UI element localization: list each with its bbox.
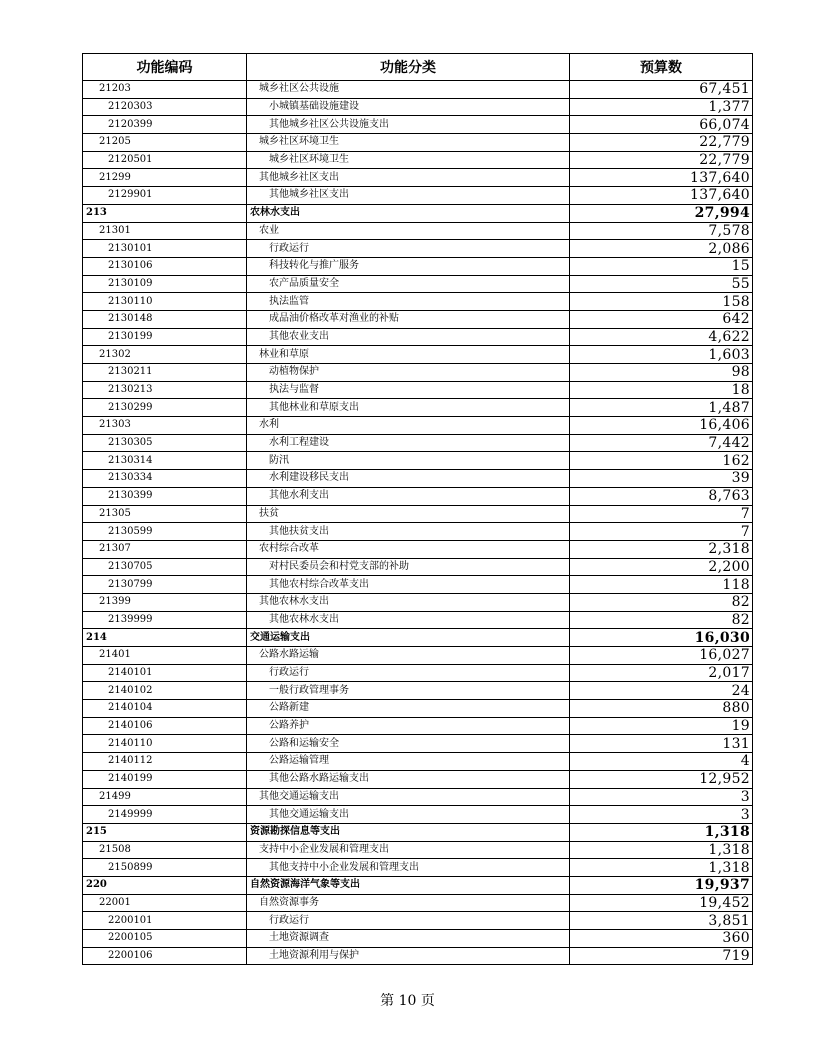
- page-number: 第 10 页: [380, 993, 435, 1009]
- function-code-cell: 2140106: [83, 717, 247, 735]
- table-row: [83, 540, 753, 558]
- table-row: [83, 912, 753, 930]
- budget-amount-cell: 82: [570, 593, 753, 611]
- function-category-cell: 其他农林水支出: [247, 593, 570, 611]
- table-row: [83, 753, 753, 771]
- function-category-cell: 自然资源海洋气象等支出: [247, 876, 570, 894]
- function-category-cell: 公路水路运输: [247, 647, 570, 665]
- function-category-cell: 农产品质量安全: [247, 275, 570, 293]
- function-category-cell: 林业和草原: [247, 346, 570, 364]
- table-header-row: [83, 54, 753, 81]
- function-category-cell: 水利工程建设: [247, 434, 570, 452]
- table-row: [83, 647, 753, 665]
- table-row: [83, 275, 753, 293]
- budget-amount-cell: 19: [570, 717, 753, 735]
- table-row: [83, 806, 753, 824]
- function-category-cell: 科技转化与推广服务: [247, 257, 570, 275]
- function-code-cell: 2130199: [83, 328, 247, 346]
- function-category-cell: 城乡社区环境卫生: [247, 134, 570, 152]
- budget-amount-cell: 18: [570, 381, 753, 399]
- function-category-cell: 土地资源利用与保护: [247, 947, 570, 965]
- table-row: [83, 611, 753, 629]
- header-function-category: 功能分类: [247, 54, 570, 81]
- table-row: [83, 788, 753, 806]
- header-budget-amount: 预算数: [570, 54, 753, 81]
- function-code-cell: 214: [83, 629, 247, 647]
- function-category-cell: 农林水支出: [247, 204, 570, 222]
- table-row: [83, 735, 753, 753]
- function-category-cell: 其他水利支出: [247, 487, 570, 505]
- function-category-cell: 其他支持中小企业发展和管理支出: [247, 859, 570, 877]
- budget-amount-cell: 137,640: [570, 187, 753, 205]
- table-row: [83, 930, 753, 948]
- budget-amount-cell: 1,318: [570, 859, 753, 877]
- table-row: [83, 81, 753, 99]
- function-code-cell: 2200106: [83, 947, 247, 965]
- function-category-cell: 行政运行: [247, 240, 570, 258]
- budget-amount-cell: 7: [570, 523, 753, 541]
- function-code-cell: 215: [83, 823, 247, 841]
- table-row: [83, 381, 753, 399]
- budget-amount-cell: 1,318: [570, 841, 753, 859]
- function-category-cell: 公路运输管理: [247, 753, 570, 771]
- function-category-cell: 水利: [247, 417, 570, 435]
- budget-amount-cell: 22,779: [570, 151, 753, 169]
- function-category-cell: 公路养护: [247, 717, 570, 735]
- budget-amount-cell: 39: [570, 470, 753, 488]
- function-category-cell: 其他扶贫支出: [247, 523, 570, 541]
- budget-amount-cell: 3: [570, 788, 753, 806]
- table-row: [83, 116, 753, 134]
- function-category-cell: 其他城乡社区支出: [247, 169, 570, 187]
- function-category-cell: 土地资源调查: [247, 930, 570, 948]
- function-code-cell: 2200105: [83, 930, 247, 948]
- function-code-cell: 21303: [83, 417, 247, 435]
- budget-amount-cell: 24: [570, 682, 753, 700]
- function-code-cell: 2130106: [83, 257, 247, 275]
- function-code-cell: 2120303: [83, 98, 247, 116]
- function-category-cell: 资源勘探信息等支出: [247, 823, 570, 841]
- function-code-cell: 2140110: [83, 735, 247, 753]
- function-code-cell: 2129901: [83, 187, 247, 205]
- budget-amount-cell: 82: [570, 611, 753, 629]
- function-category-cell: 其他林业和草原支出: [247, 399, 570, 417]
- function-code-cell: 2130213: [83, 381, 247, 399]
- budget-amount-cell: 22,779: [570, 134, 753, 152]
- function-code-cell: 2149999: [83, 806, 247, 824]
- budget-amount-cell: 4: [570, 753, 753, 771]
- function-category-cell: 其他农林水支出: [247, 611, 570, 629]
- budget-amount-cell: 15: [570, 257, 753, 275]
- table-row: [83, 664, 753, 682]
- budget-amount-cell: 16,406: [570, 417, 753, 435]
- function-code-cell: 21499: [83, 788, 247, 806]
- budget-amount-cell: 16,027: [570, 647, 753, 665]
- function-category-cell: 其他交通运输支出: [247, 806, 570, 824]
- function-category-cell: 对村民委员会和村党支部的补助: [247, 558, 570, 576]
- function-category-cell: 成品油价格改革对渔业的补贴: [247, 310, 570, 328]
- function-code-cell: 2140199: [83, 770, 247, 788]
- budget-amount-cell: 137,640: [570, 169, 753, 187]
- function-category-cell: 公路和运输安全: [247, 735, 570, 753]
- function-code-cell: 213: [83, 204, 247, 222]
- table-row: [83, 947, 753, 965]
- function-category-cell: 支持中小企业发展和管理支出: [247, 841, 570, 859]
- table-row: [83, 222, 753, 240]
- budget-amount-cell: 3,851: [570, 912, 753, 930]
- function-code-cell: 21302: [83, 346, 247, 364]
- function-code-cell: 2130314: [83, 452, 247, 470]
- function-category-cell: 行政运行: [247, 664, 570, 682]
- table-row: [83, 293, 753, 311]
- table-row: [83, 894, 753, 912]
- budget-amount-cell: 12,952: [570, 770, 753, 788]
- function-category-cell: 行政运行: [247, 912, 570, 930]
- budget-amount-cell: 642: [570, 310, 753, 328]
- function-code-cell: 2120501: [83, 151, 247, 169]
- budget-amount-cell: 19,937: [570, 876, 753, 894]
- function-category-cell: 防汛: [247, 452, 570, 470]
- budget-table: [82, 53, 753, 965]
- function-code-cell: 2200101: [83, 912, 247, 930]
- budget-amount-cell: 7,442: [570, 434, 753, 452]
- table-row: [83, 523, 753, 541]
- function-category-cell: 其他城乡社区支出: [247, 187, 570, 205]
- table-row: [83, 876, 753, 894]
- table-row: [83, 452, 753, 470]
- budget-amount-cell: 162: [570, 452, 753, 470]
- table-row: [83, 417, 753, 435]
- budget-amount-cell: 27,994: [570, 204, 753, 222]
- function-code-cell: 2120399: [83, 116, 247, 134]
- function-code-cell: 2130705: [83, 558, 247, 576]
- table-row: [83, 487, 753, 505]
- function-code-cell: 2130211: [83, 364, 247, 382]
- table-row: [83, 841, 753, 859]
- function-category-cell: 执法与监督: [247, 381, 570, 399]
- table-row: [83, 770, 753, 788]
- function-code-cell: 2140102: [83, 682, 247, 700]
- budget-amount-cell: 1,318: [570, 823, 753, 841]
- function-category-cell: 扶贫: [247, 505, 570, 523]
- budget-amount-cell: 1,377: [570, 98, 753, 116]
- function-code-cell: 2130305: [83, 434, 247, 452]
- budget-amount-cell: 360: [570, 930, 753, 948]
- function-category-cell: 动植物保护: [247, 364, 570, 382]
- table-row: [83, 717, 753, 735]
- function-code-cell: 2139999: [83, 611, 247, 629]
- table-row: [83, 204, 753, 222]
- function-code-cell: 21399: [83, 593, 247, 611]
- function-code-cell: 2130148: [83, 310, 247, 328]
- header-function-code: 功能编码: [83, 54, 247, 81]
- function-category-cell: 交通运输支出: [247, 629, 570, 647]
- function-category-cell: 其他城乡社区公共设施支出: [247, 116, 570, 134]
- function-category-cell: 城乡社区环境卫生: [247, 151, 570, 169]
- budget-amount-cell: 1,603: [570, 346, 753, 364]
- function-code-cell: 21401: [83, 647, 247, 665]
- table-row: [83, 823, 753, 841]
- budget-amount-cell: 8,763: [570, 487, 753, 505]
- budget-amount-cell: 98: [570, 364, 753, 382]
- function-code-cell: 21307: [83, 540, 247, 558]
- budget-amount-cell: 4,622: [570, 328, 753, 346]
- table-row: [83, 187, 753, 205]
- function-category-cell: 公路新建: [247, 700, 570, 718]
- table-row: [83, 558, 753, 576]
- budget-amount-cell: 880: [570, 700, 753, 718]
- table-row: [83, 257, 753, 275]
- budget-amount-cell: 66,074: [570, 116, 753, 134]
- table-row: [83, 98, 753, 116]
- function-category-cell: 小城镇基础设施建设: [247, 98, 570, 116]
- budget-amount-cell: 2,318: [570, 540, 753, 558]
- function-code-cell: 2150899: [83, 859, 247, 877]
- budget-amount-cell: 3: [570, 806, 753, 824]
- function-code-cell: 22001: [83, 894, 247, 912]
- function-category-cell: 农村综合改革: [247, 540, 570, 558]
- table-row: [83, 700, 753, 718]
- budget-amount-cell: 7,578: [570, 222, 753, 240]
- table-row: [83, 134, 753, 152]
- function-code-cell: 2140104: [83, 700, 247, 718]
- budget-amount-cell: 7: [570, 505, 753, 523]
- budget-amount-cell: 16,030: [570, 629, 753, 647]
- budget-amount-cell: 118: [570, 576, 753, 594]
- function-category-cell: 其他交通运输支出: [247, 788, 570, 806]
- table-row: [83, 505, 753, 523]
- table-row: [83, 576, 753, 594]
- table-row: [83, 328, 753, 346]
- table-row: [83, 859, 753, 877]
- function-category-cell: 其他农村综合改革支出: [247, 576, 570, 594]
- table-row: [83, 593, 753, 611]
- budget-amount-cell: 158: [570, 293, 753, 311]
- table-row: [83, 682, 753, 700]
- table-row: [83, 399, 753, 417]
- function-category-cell: 水利建设移民支出: [247, 470, 570, 488]
- function-code-cell: 2130299: [83, 399, 247, 417]
- function-code-cell: 2140101: [83, 664, 247, 682]
- function-category-cell: 执法监管: [247, 293, 570, 311]
- budget-amount-cell: 719: [570, 947, 753, 965]
- function-category-cell: 其他农业支出: [247, 328, 570, 346]
- table-row: [83, 629, 753, 647]
- budget-amount-cell: 2,086: [570, 240, 753, 258]
- table-row: [83, 364, 753, 382]
- function-code-cell: 21205: [83, 134, 247, 152]
- budget-amount-cell: 19,452: [570, 894, 753, 912]
- function-code-cell: 2130399: [83, 487, 247, 505]
- table-row: [83, 240, 753, 258]
- function-code-cell: 2130110: [83, 293, 247, 311]
- function-category-cell: 农业: [247, 222, 570, 240]
- function-code-cell: 21508: [83, 841, 247, 859]
- function-category-cell: 一般行政管理事务: [247, 682, 570, 700]
- function-category-cell: 城乡社区公共设施: [247, 81, 570, 99]
- function-code-cell: 2130334: [83, 470, 247, 488]
- table-row: [83, 169, 753, 187]
- function-code-cell: 2130109: [83, 275, 247, 293]
- function-code-cell: 220: [83, 876, 247, 894]
- budget-amount-cell: 1,487: [570, 399, 753, 417]
- function-code-cell: 2130101: [83, 240, 247, 258]
- function-code-cell: 2130799: [83, 576, 247, 594]
- function-category-cell: 其他公路水路运输支出: [247, 770, 570, 788]
- function-code-cell: 2140112: [83, 753, 247, 771]
- budget-amount-cell: 2,200: [570, 558, 753, 576]
- budget-amount-cell: 131: [570, 735, 753, 753]
- function-code-cell: 21299: [83, 169, 247, 187]
- table-row: [83, 470, 753, 488]
- function-code-cell: 21305: [83, 505, 247, 523]
- table-row: [83, 310, 753, 328]
- budget-amount-cell: 67,451: [570, 81, 753, 99]
- table-body: [83, 81, 753, 965]
- function-code-cell: 2130599: [83, 523, 247, 541]
- budget-amount-cell: 55: [570, 275, 753, 293]
- budget-amount-cell: 2,017: [570, 664, 753, 682]
- table-row: [83, 151, 753, 169]
- table-row: [83, 434, 753, 452]
- table-row: [83, 346, 753, 364]
- function-category-cell: 自然资源事务: [247, 894, 570, 912]
- function-code-cell: 21301: [83, 222, 247, 240]
- function-code-cell: 21203: [83, 81, 247, 99]
